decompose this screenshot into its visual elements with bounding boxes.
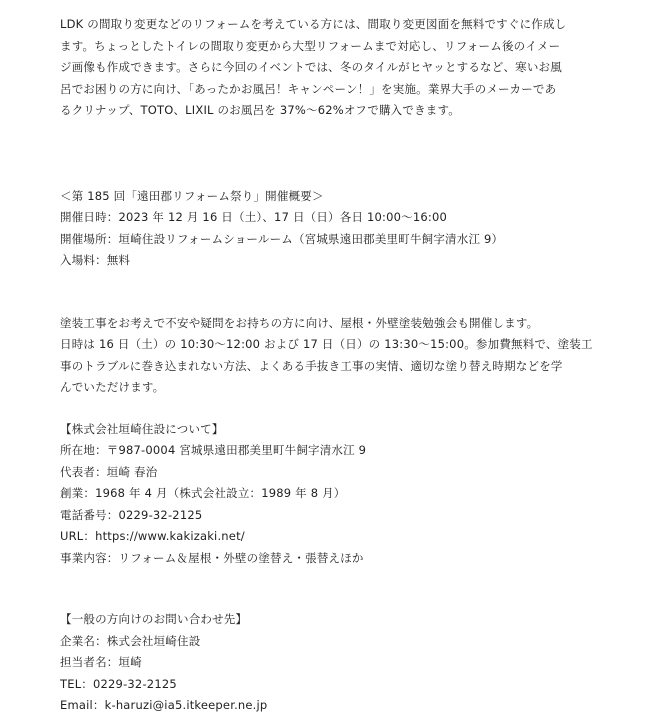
event-venue: 開催場所：垣崎住設リフォームショールーム（宮城県遠田郡美里町牛飼字清水江 9） (60, 231, 504, 246)
intro-line: るクリナップ、TOTO、LIXIL のお風呂を 37%〜62%オフで購入できます。 (60, 103, 460, 117)
company-info (60, 419, 590, 570)
event-date: 開催日時：2023 年 12 月 16 日（土）、17 日（日）各日 10:00〜16:00 (60, 210, 447, 224)
seminar-line: 塗装工事をお考えで不安や疑問をお持ちの方に向け、屋根・外壁塗装勉強会も開催します。 (60, 315, 539, 330)
seminar-paragraph (60, 313, 593, 399)
intro-line: LDK の間取り変更などのリフォームを考えている方には、間取り変更図面を無料ですぐに作成し (60, 17, 567, 31)
contact-company: 企業名：株式会社垣崎住設 (60, 633, 201, 648)
company-heading: 【株式会社垣崎住設について】 (60, 421, 224, 436)
seminar-line: 事のトラブルに巻き込まれない方法、よくある手抜き工事の実情、適切な塗り替え時期などを学 (60, 358, 563, 373)
company-representative: 代表者：垣崎 春治 (60, 464, 158, 479)
contact-person: 担当者名：垣崎 (60, 655, 142, 669)
intro-paragraph (60, 14, 590, 122)
contact-info (60, 609, 590, 717)
company-business: 事業内容：リフォーム＆屋根・外壁の塗替え・張替えほか (60, 550, 364, 565)
event-fee: 入場料：無料 (60, 253, 131, 267)
intro-line: ます。ちょっとしたトイレの間取り変更から大型リフォームまで対応し、リフォーム後のイメー (60, 38, 561, 53)
intro-line: 呂でお困りの方に向け、「あったかお風呂！キャンペーン！」を実施。業界大手のメーカーであ (60, 81, 557, 96)
intro-line: ジ画像も作成できます。さらに今回のイベントでは、冬のタイルがヒヤッとするなど、寒いお風 (60, 60, 562, 74)
seminar-line: 日時は 16 日（土）の 10:30〜12:00 および 17 日（日）の 13:30〜15:00。参加費無料で、塗装工 (60, 337, 593, 351)
event-title: ＜第 185 回「遠田郡リフォーム祭り」開催概要＞ (60, 188, 324, 203)
company-url: URL：https://www.kakizaki.net/ (60, 529, 245, 543)
contact-heading: 【一般の方向けのお問い合わせ先】 (60, 612, 248, 626)
event-overview (60, 186, 590, 272)
contact-email: Email：k-haruzi@ia5.itkeeper.ne.jp (60, 698, 268, 712)
seminar-line: んでいただけます。 (60, 380, 165, 394)
company-founded: 創業：1968 年 4 月（株式会社設立：1989 年 8 月） (60, 486, 346, 500)
contact-tel: TEL：0229-32-2125 (60, 676, 177, 691)
company-phone: 電話番号：0229-32-2125 (60, 507, 203, 522)
company-address: 所在地：〒987-0004 宮城県遠田郡美里町牛飼字清水江 9 (60, 443, 367, 457)
